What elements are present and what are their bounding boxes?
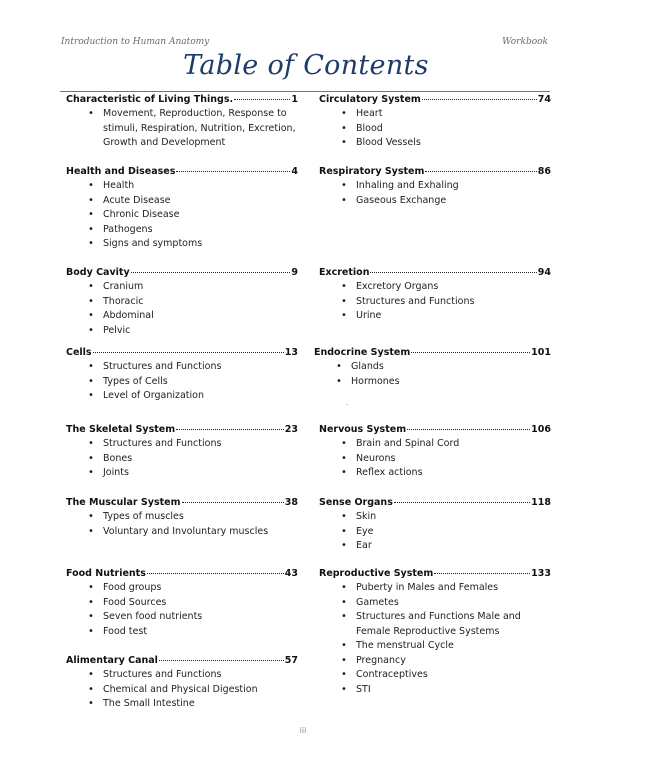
subtopic-list — [319, 437, 551, 481]
dot-leader — [407, 429, 530, 430]
subtopic-item: • Eye — [319, 525, 551, 540]
subtopic-item: • Brain and Spinal Cord — [319, 437, 551, 452]
subtopic-list — [66, 179, 298, 252]
subtopic-item: • Inhaling and Exhaling — [319, 179, 551, 194]
dot-leader — [425, 171, 536, 172]
subtopic-item: • Skin — [319, 510, 551, 525]
subtopic-list — [66, 581, 298, 639]
toc-section — [66, 496, 298, 539]
subtopic-item: • Bones — [66, 452, 298, 467]
toc-section — [66, 423, 298, 481]
subtopic-item: • Level of Organization — [66, 389, 298, 404]
toc-page-number: 106 — [531, 424, 551, 435]
toc-entry-title: Excretion — [319, 267, 370, 278]
toc-section — [66, 266, 298, 338]
toc-entry[interactable] — [66, 346, 298, 360]
subtopic-item: • Structures and Functions — [66, 360, 298, 375]
toc-entry-title: Sense Organs — [319, 497, 393, 508]
toc-entry-title: Health and Diseases — [66, 166, 176, 177]
toc-entry[interactable] — [66, 567, 298, 581]
subtopic-item: • Heart — [319, 107, 551, 122]
subtopic-item: • Neurons — [319, 452, 551, 467]
subtopic-item: • Food Sources — [66, 596, 298, 611]
dot-leader — [147, 573, 284, 574]
toc-page-number: 133 — [531, 568, 551, 579]
subtopic-item: • Food test — [66, 625, 298, 640]
toc-section — [319, 423, 551, 481]
subtopic-list — [319, 510, 551, 554]
subtopic-item: • Urine — [319, 309, 551, 324]
subtopic-item: • Health — [66, 179, 298, 194]
subtopic-item: • Contraceptives — [319, 668, 551, 683]
stray-mark: . — [346, 398, 349, 407]
toc-entry[interactable] — [319, 567, 551, 581]
subtopic-list — [314, 360, 551, 389]
subtopic-item: • Blood Vessels — [319, 136, 551, 151]
toc-section — [314, 346, 551, 389]
subtopic-item: • The menstrual Cycle — [319, 639, 551, 654]
toc-section — [66, 93, 298, 151]
dot-leader — [159, 660, 284, 661]
toc-page-number: 74 — [537, 94, 551, 105]
toc-entry-title: Body Cavity — [66, 267, 130, 278]
subtopic-list — [319, 107, 551, 151]
toc-section — [319, 567, 551, 697]
toc-entry[interactable] — [319, 496, 551, 510]
toc-entry[interactable] — [66, 654, 298, 668]
subtopic-item: • Chemical and Physical Digestion — [66, 683, 298, 698]
subtopic-list — [66, 437, 298, 481]
subtopic-item: • Excretory Organs — [319, 280, 551, 295]
running-header-right: Workbook — [502, 37, 548, 47]
title-divider — [60, 91, 550, 92]
subtopic-item: • Signs and symptoms — [66, 237, 298, 252]
subtopic-item: • Joints — [66, 466, 298, 481]
toc-entry-title: Endocrine System — [314, 347, 411, 358]
toc-page-number: 4 — [291, 166, 298, 177]
subtopic-item: • Types of muscles — [66, 510, 298, 525]
subtopic-list — [66, 668, 298, 712]
toc-entry[interactable] — [319, 423, 551, 437]
dot-leader — [176, 429, 284, 430]
subtopic-item: • The Small Intestine — [66, 697, 298, 712]
toc-entry[interactable] — [66, 496, 298, 510]
dot-leader — [176, 171, 290, 172]
toc-entry-title: Nervous System — [319, 424, 407, 435]
toc-page-number: 9 — [291, 267, 298, 278]
toc-entry-title: Circulatory System — [319, 94, 421, 105]
subtopic-item: • Ear — [319, 539, 551, 554]
toc-page-number: 101 — [531, 347, 551, 358]
toc-entry[interactable] — [319, 165, 551, 179]
subtopic-list — [319, 179, 551, 208]
toc-entry-title: Food Nutrients — [66, 568, 146, 579]
toc-section — [319, 266, 551, 324]
toc-section — [66, 567, 298, 639]
dot-leader — [370, 272, 536, 273]
toc-section — [319, 93, 551, 151]
subtopic-item: • Food groups — [66, 581, 298, 596]
subtopic-item: • Puberty in Males and Females — [319, 581, 551, 596]
subtopic-list — [319, 280, 551, 324]
subtopic-item: • Cranium — [66, 280, 298, 295]
toc-entry[interactable] — [319, 266, 551, 280]
toc-page-number: 94 — [537, 267, 551, 278]
running-header-left: Introduction to Human Anatomy — [61, 37, 210, 47]
toc-page-number: 23 — [284, 424, 298, 435]
dot-leader — [411, 352, 530, 353]
subtopic-list — [66, 280, 298, 338]
toc-page-number: 86 — [537, 166, 551, 177]
toc-section — [66, 165, 298, 252]
subtopic-item: • Reflex actions — [319, 466, 551, 481]
toc-entry[interactable] — [319, 93, 551, 107]
toc-entry[interactable] — [314, 346, 551, 360]
subtopic-item: • Gametes — [319, 596, 551, 611]
toc-section — [66, 346, 298, 404]
subtopic-item: • Voluntary and Involuntary muscles — [66, 525, 298, 540]
toc-entry-title: Cells — [66, 347, 92, 358]
toc-page-number: 43 — [284, 568, 298, 579]
subtopic-item: • Pelvic — [66, 324, 298, 339]
toc-entry[interactable] — [66, 423, 298, 437]
subtopic-item: • Hormones — [314, 375, 551, 390]
toc-entry-title: Characteristic of Living Things. — [66, 94, 234, 105]
dot-leader — [422, 99, 537, 100]
toc-page-number: 1 — [291, 94, 298, 105]
subtopic-list — [319, 581, 551, 697]
subtopic-item: • Chronic Disease — [66, 208, 298, 223]
subtopic-item: • Seven food nutrients — [66, 610, 298, 625]
toc-entry[interactable] — [66, 266, 298, 280]
toc-entry-title: The Muscular System — [66, 497, 181, 508]
subtopic-item: • STI — [319, 683, 551, 698]
toc-entry[interactable] — [66, 93, 298, 107]
subtopic-item: • Pregnancy — [319, 654, 551, 669]
dot-leader — [182, 502, 284, 503]
subtopic-list — [66, 360, 298, 404]
subtopic-item: • Structures and Functions Male and Female Reproductive Systems — [319, 610, 551, 639]
subtopic-item: • Movement, Reproduction, Response to stimuli, Respiration, Nutrition, Excretion, Growth and Development — [66, 107, 298, 151]
subtopic-item: • Blood — [319, 122, 551, 137]
toc-page-number: 118 — [531, 497, 551, 508]
toc-section — [66, 654, 298, 712]
page-number: iii — [299, 726, 307, 735]
subtopic-item: • Gaseous Exchange — [319, 194, 551, 209]
dot-leader — [93, 352, 284, 353]
toc-page-number: 38 — [284, 497, 298, 508]
page-title: Table of Contents — [183, 50, 429, 81]
toc-entry-title: Respiratory System — [319, 166, 425, 177]
subtopic-item: • Structures and Functions — [66, 437, 298, 452]
dot-leader — [131, 272, 291, 273]
toc-entry-title: The Skeletal System — [66, 424, 176, 435]
dot-leader — [234, 99, 290, 100]
toc-entry-title: Alimentary Canal — [66, 655, 158, 666]
toc-section — [319, 165, 551, 208]
subtopic-item: • Abdominal — [66, 309, 298, 324]
toc-entry[interactable] — [66, 165, 298, 179]
subtopic-item: • Acute Disease — [66, 194, 298, 209]
subtopic-item: • Types of Cells — [66, 375, 298, 390]
toc-page-number: 57 — [284, 655, 298, 666]
subtopic-item: • Pathogens — [66, 223, 298, 238]
dot-leader — [394, 502, 530, 503]
toc-entry-title: Reproductive System — [319, 568, 434, 579]
subtopic-item: • Thoracic — [66, 295, 298, 310]
subtopic-item: • Structures and Functions — [66, 668, 298, 683]
toc-section — [319, 496, 551, 554]
subtopic-item: • Structures and Functions — [319, 295, 551, 310]
dot-leader — [434, 573, 530, 574]
subtopic-list — [66, 107, 298, 151]
subtopic-list — [66, 510, 298, 539]
subtopic-item: • Glands — [314, 360, 551, 375]
toc-page-number: 13 — [284, 347, 298, 358]
